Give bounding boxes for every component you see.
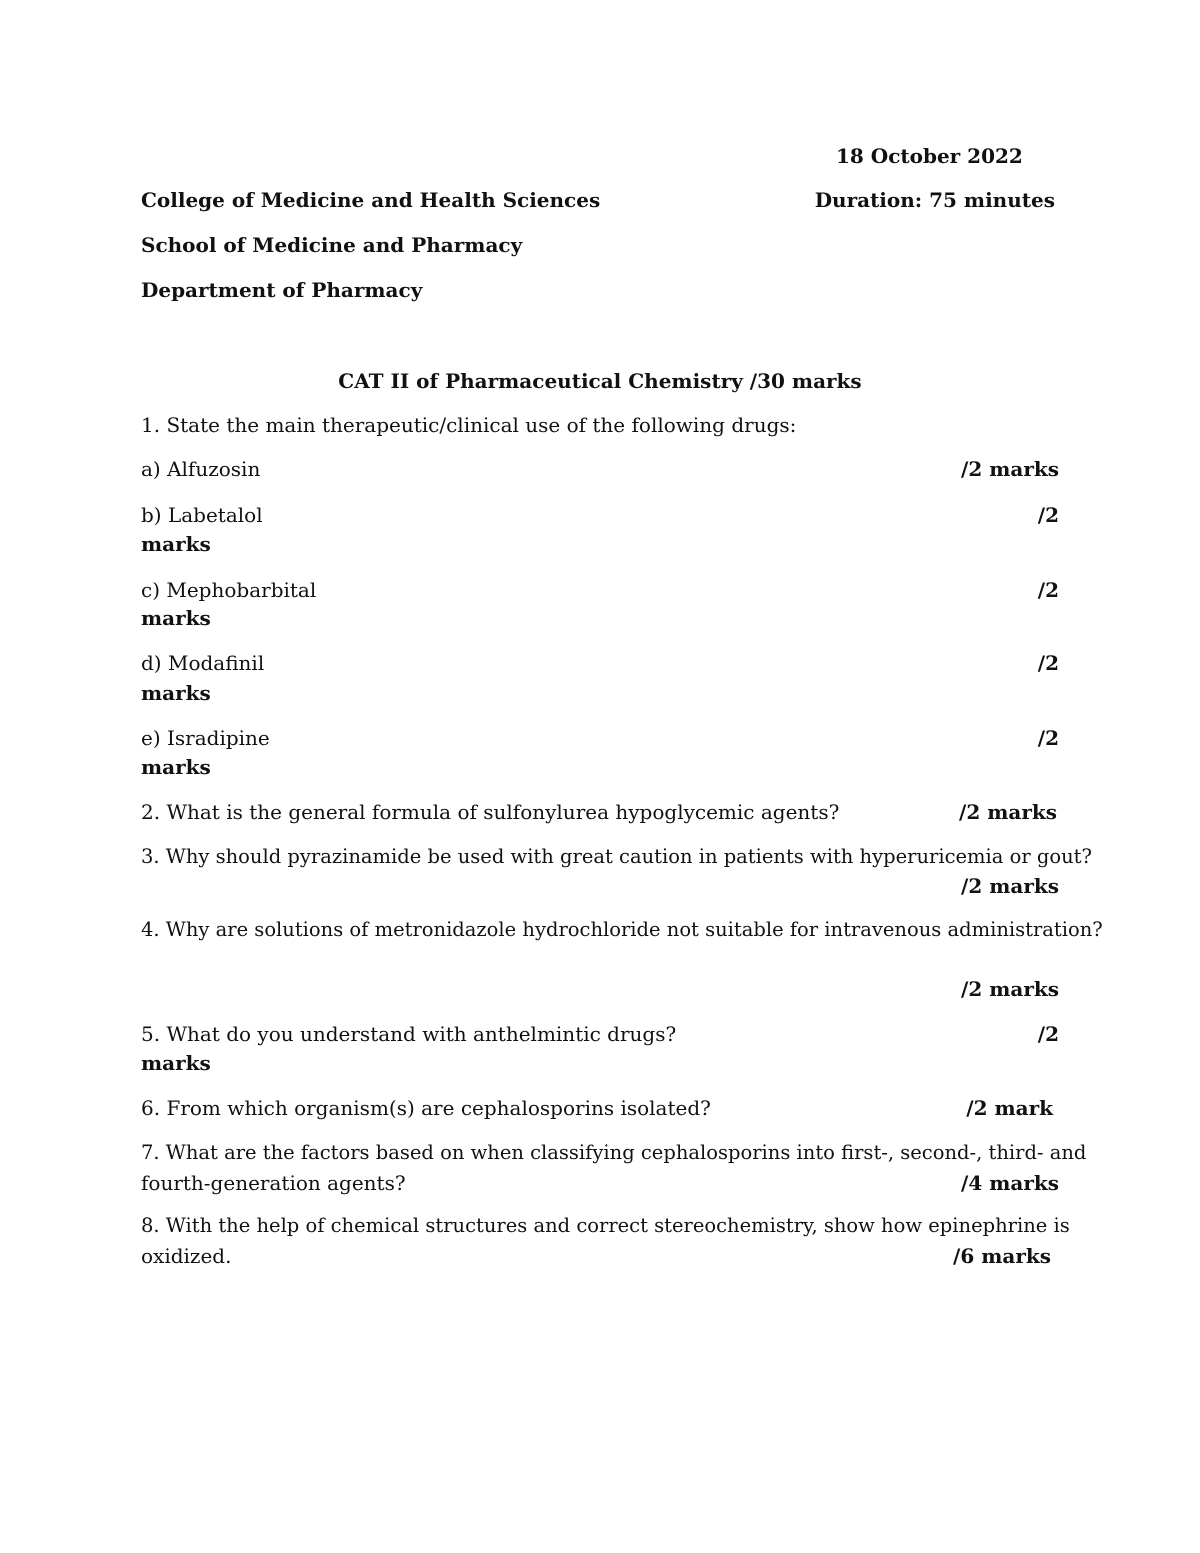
q1-item-e-marks: /2 (1037, 726, 1059, 750)
question-4-marks: /2 marks (961, 977, 1059, 1001)
exam-title: CAT II of Pharmaceutical Chemistry /30 marks (338, 369, 862, 393)
question-7-marks: /4 marks (961, 1171, 1059, 1195)
q1-item-b-marks-wrap: marks (141, 532, 211, 556)
q1-item-d-marks: /2 (1037, 651, 1059, 675)
question-3-marks: /2 marks (961, 874, 1059, 898)
question-4-text: 4. Why are solutions of metronidazole hydrochloride not suitable for intravenous administration? (141, 918, 1103, 941)
q1-item-c-marks: /2 (1037, 578, 1059, 602)
q1-item-e-marks-wrap: marks (141, 755, 211, 779)
college-name: College of Medicine and Health Sciences (141, 188, 601, 212)
question-7-text-line1: 7. What are the factors based on when classifying cephalosporins into first-, second-, third- and (141, 1141, 1087, 1164)
department-name: Department of Pharmacy (141, 278, 423, 302)
question-8-text-line2: oxidized. (141, 1244, 232, 1268)
question-6-text: 6. From which organism(s) are cephalosporins isolated? (141, 1096, 711, 1120)
question-6-marks: /2 mark (966, 1096, 1053, 1120)
question-8-text-line1: 8. With the help of chemical structures and correct stereochemistry, show how epinephrine is (141, 1214, 1070, 1237)
question-2-marks: /2 marks (959, 800, 1057, 824)
question-5-text: 5. What do you understand with anthelmintic drugs? (141, 1022, 677, 1046)
question-7-text-line2: fourth-generation agents? (141, 1171, 406, 1195)
q1-item-d-marks-wrap: marks (141, 681, 211, 705)
question-3-text: 3. Why should pyrazinamide be used with great caution in patients with hyperuricemia or gout? (141, 845, 1092, 868)
q1-item-d-label: d) Modafinil (141, 651, 265, 675)
q1-item-a-marks: /2 marks (961, 457, 1059, 481)
question-5-marks: /2 (1037, 1022, 1059, 1046)
question-5-marks-wrap: marks (141, 1051, 211, 1075)
q1-item-c-marks-wrap: marks (141, 606, 211, 630)
q1-item-b-label: b) Labetalol (141, 503, 263, 527)
q1-item-c-label: c) Mephobarbital (141, 578, 317, 602)
question-1-text: 1. State the main therapeutic/clinical use of the following drugs: (141, 413, 797, 437)
question-8-marks: /6 marks (953, 1244, 1051, 1268)
school-name: School of Medicine and Pharmacy (141, 233, 523, 257)
q1-item-b-marks: /2 (1037, 503, 1059, 527)
q1-item-e-label: e) Isradipine (141, 726, 270, 750)
q1-item-a-label: a) Alfuzosin (141, 457, 261, 481)
question-2-text: 2. What is the general formula of sulfonylurea hypoglycemic agents? (141, 800, 840, 824)
exam-duration: Duration: 75 minutes (814, 188, 1055, 212)
exam-date: 18 October 2022 (836, 144, 1023, 168)
